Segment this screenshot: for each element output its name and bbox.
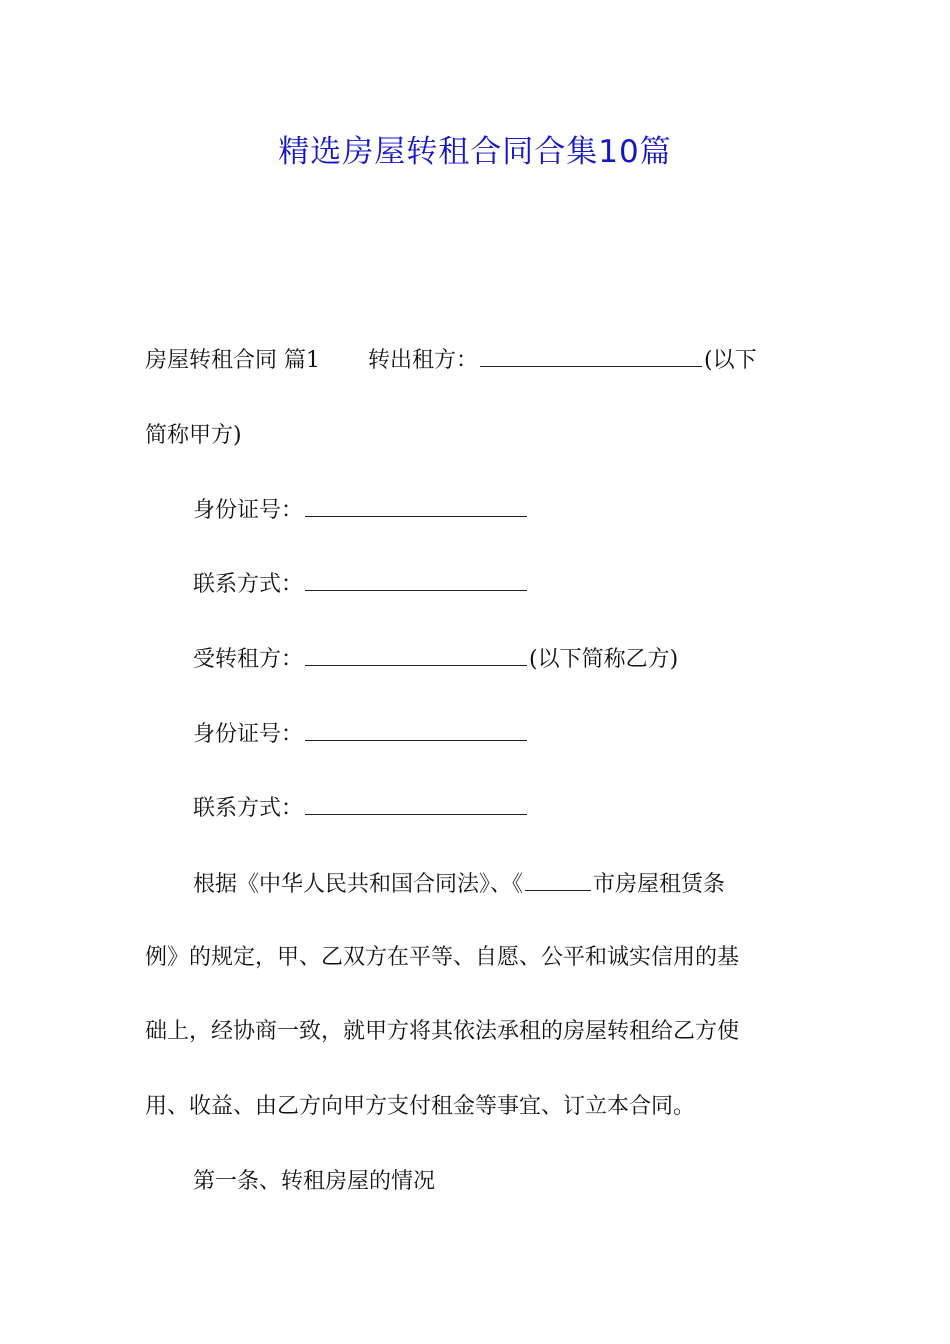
- party-b-id-line: [193, 718, 858, 751]
- paragraph-line-4: 用、收益、由乙方向甲方支付租金等事宜、订立本合同。: [145, 1094, 696, 1119]
- paragraph-text-1b: 市房屋租赁条: [593, 872, 726, 897]
- paragraph-line-3: 础上，经协商一致，就甲方将其依法承租的房屋转租给乙方使: [145, 1019, 740, 1044]
- document-title: 精选房屋转租合同合集10篇: [278, 134, 672, 170]
- sublessor-suffix-cont: 简称甲方): [145, 423, 242, 448]
- sublessee-line: [193, 643, 858, 676]
- party-a-contact-line: [193, 568, 858, 601]
- article-1-heading: 第一条、转租房屋的情况: [193, 1169, 436, 1194]
- sublessor-label: 转出租方：: [368, 348, 479, 373]
- party-b-contact-blank: [305, 792, 527, 815]
- paragraph-line-1: [193, 868, 858, 901]
- party-b-contact-line: [193, 792, 858, 825]
- paragraph-text-1a: 根据《中华人民共和国合同法》、《: [193, 872, 524, 897]
- paragraph-line-2: 例》的规定，甲、乙双方在平等、自愿、公平和诚实信用的基: [145, 945, 740, 970]
- party-a-contact-label: 联系方式：: [193, 572, 304, 597]
- city-blank: [525, 868, 591, 891]
- party-a-id-blank: [305, 494, 527, 517]
- sublessor-blank: [480, 344, 702, 367]
- party-b-id-label: 身份证号：: [193, 722, 304, 747]
- party-a-id-line: [193, 494, 858, 527]
- sublessee-blank: [305, 643, 527, 666]
- party-b-contact-label: 联系方式：: [193, 796, 304, 821]
- sublessee-suffix: (以下简称乙方): [529, 647, 679, 672]
- party-a-id-label: 身份证号：: [193, 498, 304, 523]
- contract-heading: 房屋转租合同 篇1: [145, 348, 320, 373]
- sublessor-suffix: (以下: [704, 348, 757, 373]
- contract-heading-line: [145, 344, 810, 377]
- sublessee-label: 受转租方：: [193, 647, 304, 672]
- party-b-id-blank: [305, 718, 527, 741]
- party-a-contact-blank: [305, 568, 527, 591]
